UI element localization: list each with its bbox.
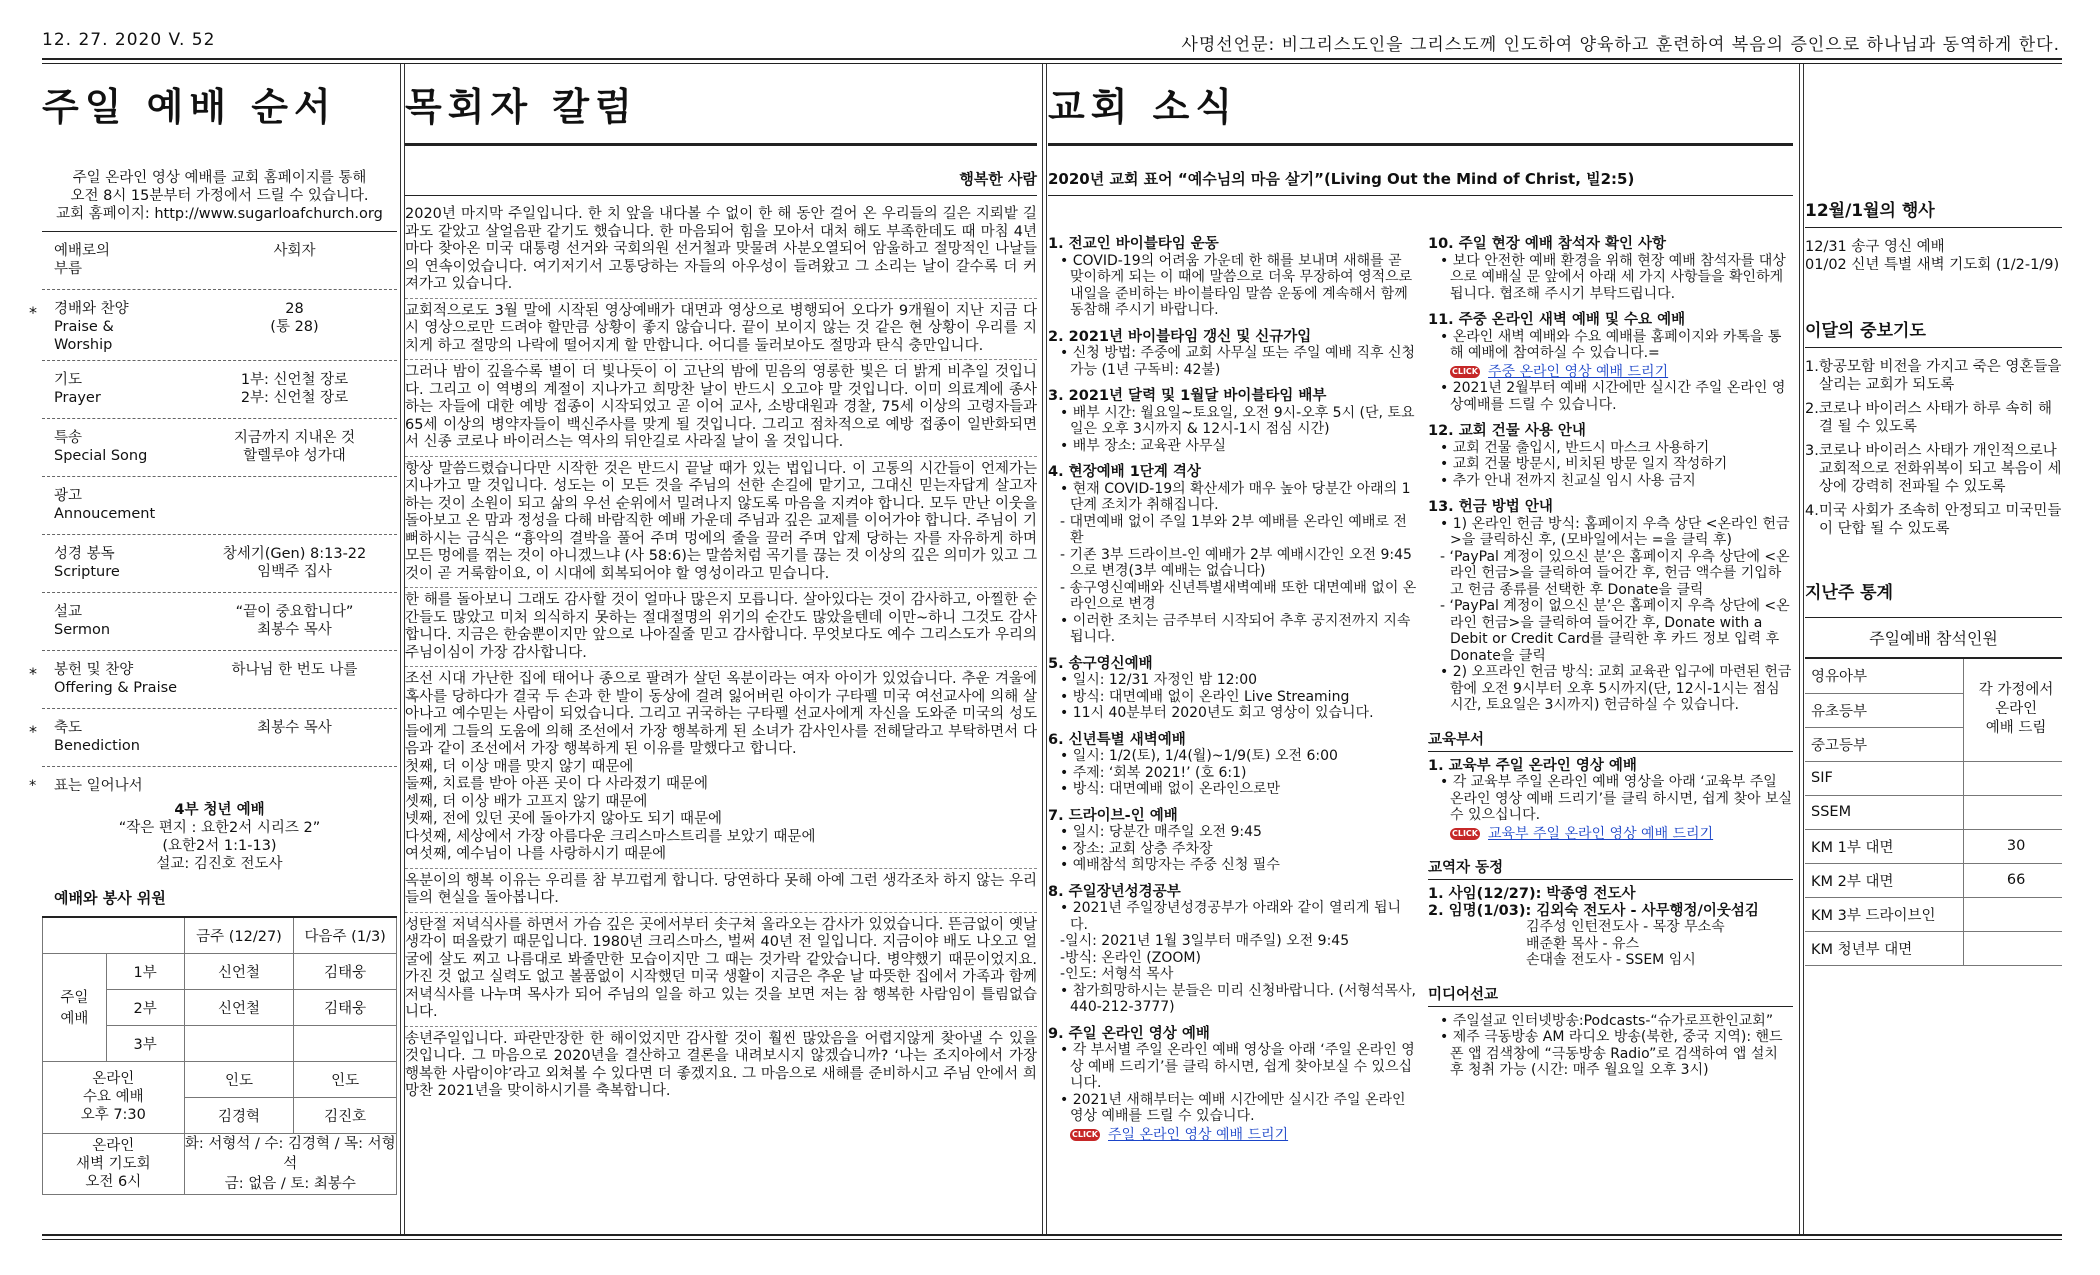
events-title: 12월/1월의 행사 — [1805, 196, 2062, 228]
worship-intro: 주일 온라인 영상 예배를 교회 홈페이지를 통해 오전 8시 15분부터 가정에서 드릴 수 있습니다. 교회 홈페이지: http://www.sugarloafchurch.org — [42, 131, 397, 232]
news-heading: 6. 신년특별 새벽예배 — [1048, 731, 1186, 748]
order-item — [42, 477, 397, 535]
order-value: 하나님 한 번도 나를 — [231, 662, 358, 678]
order-label: 예배로의 부름 — [54, 243, 111, 277]
video-link[interactable]: 주일 온라인 영상 예배 드리기 — [1108, 1126, 1289, 1143]
news-heading: 7. 드라이브-인 예배 — [1048, 807, 1178, 824]
column-divider — [400, 64, 401, 1234]
youth-service: 4부 청년 예배 “작은 편지 : 요한2서 시리즈 2” (요한2서 1:1-13) 설교: 김진호 전도사 — [118, 802, 321, 872]
stats-caption: 주일예배 참석인원 — [1805, 617, 2062, 659]
news-heading: 1. 전교인 바이블타임 운동 — [1048, 236, 1219, 252]
column-paragraph: 송년주일입니다. 파란만장한 한 해이었지만 감사할 것이 훨씬 많았음을 어렵지않게 찾아낼 수 있을 것입니다. 그 마음으로 2020년을 결산하고 결론을 내려보시지 않겠습니까? ‘나는 조지아에서 가장 행복한 사람이야’라고 외쳐볼 수 있다면 더 좋겠지요. 그 마음으로 새해를 준비하시고 주님 안에서 희망찬 2021년을 맞이하시기를 축복합니다. — [405, 1030, 1037, 1099]
news-title: 교회 소식 — [1048, 85, 1239, 129]
news-heading: 12. 교회 건물 사용 안내 — [1428, 423, 1586, 439]
column-divider — [1046, 64, 1047, 1234]
news-left-list — [1048, 236, 1418, 1153]
news-item: 9. 주일 온라인 영상 예배 • 각 부서별 주일 온라인 예배 영상을 아래 ‘주일 온라인 영상 예배 드리기’를 클릭 하시면, 쉽게 찾아보실 수 있으십니다. • 2021년 새해부터는 예배 시간에만 실시간 주일 온라인 영상 예배를 드릴 수 있습니다. CLICK 주일 온라인 영상 예배 드리기 — [1048, 1026, 1418, 1144]
order-item — [42, 535, 397, 593]
order-value: 창세기(Gen) 8:13-22 임백주 집사 — [222, 546, 367, 580]
video-link[interactable]: 주중 온라인 영상 예배 드리기 — [1488, 363, 1669, 380]
news-heading: 3. 2021년 달력 및 1월달 바이블타임 배부 — [1048, 388, 1327, 404]
order-item — [42, 593, 397, 651]
news-heading: 4. 현장예배 1단계 격상 — [1048, 464, 1201, 480]
column-title: 목회자 칼럼 — [405, 85, 638, 129]
news-item: 12. 교회 건물 사용 안내 • 교회 건물 출입시, 반드시 마스크 사용하기 • 교회 건물 방문시, 비치된 방문 일지 작성하기 • 추가 안내 전까지 친교실 임시 사용 금지 — [1428, 423, 1793, 489]
news-item: 1. 교육부 주일 온라인 영상 예배 • 각 교육부 주일 온라인 예배 영상을 아래 ‘교육부 주일 온라인 영상 예배 드리기’를 클릭 하시면, 쉽게 찾아 보실 수 있으십니다. CLICK 교육부 주일 온라인 영상 예배 드리기 — [1428, 757, 1793, 842]
stats-table: 영유아부 각 가정에서 온라인 예배 드림 유초등부 중고등부 SIF SSEM KM 1부 대면 30 KM 2부 대면 66 KM 3부 드라이브인 KM 청년부 대면 — [1805, 659, 2062, 966]
column-paragraph: 항상 말씀드렸습니다만 시작한 것은 반드시 끝날 때가 있는 법입니다. 이 고통의 시간들이 언제가는 지나가고 말 것입니다. 성도는 이 모든 것을 주님의 선한 손길에 맡기고, 그대신 믿는자답게 살고자 하는 것이 소원이 되고 삶의 우선 순위에서 밀려나지 않도록 마음을 지켜야 합니다. 모두 만난 이웃을 돌아보고 온 맘과 정성을 다해 바람직한 예배 가운데 주님과 깊은 교제를 이어가야 합니다. 주님이 기뻐하시는 금식은 “흉악의 결박을 풀어 주며 멍에의 줄을 끌러 주며 압제 당하는 자를 자유하게 하며 모든 멍에를 꺾는 것이 아니겠느냐 (사 58:6)는 말씀처럼 곡기를 끊는 것 이상의 깊은 의미가 있고 그것이 곧 거룩함이요, 이 시대에 회복되어야 할 영성이라고 믿습니다. — [405, 457, 1037, 589]
order-item — [29, 290, 397, 361]
column-paragraph: 한 해를 돌아보니 그래도 감사할 것이 얼마나 많은지 모릅니다. 살아있다는 것이 감사하고, 아찔한 순간들도 많았고 미처 의식하지 못하는 절대절명의 위기의 순간도 많았을텐데 이만~하니 그것도 감사합니다. 지금은 한숨뿐이지만 앞으로 나아질줄 믿고 감사합니다. 무엇보다도 예수 그리스도가 우리의 주님이심이 가장 감사합니다. — [405, 588, 1037, 667]
order-item — [42, 361, 397, 419]
mission-statement: 사명선언문: 비그리스도인을 그리스도께 인도하여 양육하고 훈련하여 복음의 증인으로 하나님과 동역하게 한다. — [1181, 35, 2060, 55]
column-divider — [1803, 64, 1804, 1234]
order-label: 봉헌 및 찬양 Offering & Praise — [54, 662, 178, 696]
order-value: 최봉수 목사 — [257, 720, 332, 736]
bottom-rule — [42, 1234, 2062, 1236]
news-item: 4. 현장예배 1단계 격상 • 현재 COVID-19의 확산세가 매우 높아 당분간 아래의 1단계 조치가 취해집니다. - 대면예배 없이 주일 1부와 2부 예배를 온라인 예배로 전환 - 기존 3부 드라이브-인 예배가 2부 예배시간인 오전 9:45으로 변경(3부 예배는 없습니다) - 송구영신예배와 신년특별새벽예배 또한 대면예배 없이 온라인으로 변경 • 이러한 조치는 금주부터 시작되어 추후 공지전까지 지속됩니다. — [1048, 464, 1417, 645]
click-icon: CLICK — [1451, 366, 1478, 376]
column-divider — [1799, 64, 1800, 1234]
order-item — [29, 709, 397, 767]
column-paragraph: 옥분이의 행복 이유는 우리를 참 부끄럽게 합니다. 당연하다 못해 아예 그런 생각조차 하지 않는 우리들의 현실을 돌아봅니다. — [405, 869, 1037, 913]
news-heading: 5. 송구영신예배 — [1048, 655, 1153, 672]
click-icon: CLICK — [1071, 1129, 1098, 1139]
prayer-list: 1.항공모함 비전을 가지고 죽은 영혼들을 살리는 교회가 되도록 2.코로나 바이러스 사태가 하루 속히 해결 될 수 있도록 3.코로나 바이러스 사태가 개인적으로나 교회적으로 전화위복이 되고 복음이 세상에 강력히 전파될 수 있도록 4.미국 사회가 조속히 안정되고 미국민들이 단합 될 수 있도록 — [1805, 359, 2062, 537]
news-item: 7. 드라이브-인 예배 • 일시: 당분간 매주일 오전 9:45 • 장소: 교회 상층 주차장 • 예배참석 희망자는 주중 신청 필수 — [1048, 808, 1418, 874]
order-list — [29, 232, 397, 767]
standing-star: * — [29, 664, 37, 683]
order-value: 1부: 신언철 장로 2부: 신언철 장로 — [240, 372, 349, 406]
news-item: 13. 헌금 방법 안내 • 1) 온라인 헌금 방식: 홈페이지 우측 상단 <온라인 헌금>을 클릭하신 후, (모바일에서는 =을 클릭 후) - ‘PayPal 계정이 있으신 분’은 홈페이지 우측 상단에 <온라인 헌금>을 클릭하여 들어간 후, 헌금 액수를 기입하고 헌금 종류를 선택한 후 Donate을 클릭 - ‘PayPal 계정이 없으신 분’은 홈페이지 우측 상단에 <온라인 헌금>을 클릭하여 들어간 후, Donate with a Debit or Credit Card를 클릭한 후 카드 정보 입력 후 Donate을 클릭 • 2) 오프라인 헌금 방식: 교회 교육관 입구에 마련된 헌금함에 오전 9시부터 오후 5시까지(단, 12시-1시는 점심시간, 토요일은 3시까지) 헌금하실 수 있습니다. — [1428, 499, 1792, 713]
bottom-rule-thin — [42, 1239, 2062, 1240]
news-item: 8. 주일장년성경공부 • 2021년 주일장년성경공부가 아래와 같이 열리게 됩니다. -일시: 2021년 1월 3일부터 매주일) 오전 9:45 -방식: 온라인 (ZOOM) -인도: 서형석 목사 • 참가희망하시는 분들은 미리 신청바랍니다. (서형석목사, 440-212-3777) — [1048, 884, 1418, 1016]
edu-section-title: 교육부서 — [1428, 728, 1793, 752]
edu-video-link[interactable]: 교육부 주일 온라인 영상 예배 드리기 — [1488, 825, 1714, 842]
worship-title: 주일 예배 순서 — [42, 85, 337, 129]
order-label: 광고 Annoucement — [54, 488, 156, 522]
news-heading: 10. 주일 현장 예배 참석자 확인 사항 — [1428, 236, 1667, 252]
column-paragraph: 그러나 밤이 깊을수록 별이 더 빛나듯이 이 고난의 밤에 믿음의 영롱한 빛은 더 밝게 비추일 것입니다. 그리고 이 역병의 계절이 지나가고 희망찬 날이 반드시 오고야 말 것입니다. 이미 의료계에 종사하는 자들에 대한 예방 접종이 시작되었고 곧 이어 교사, 소방대원과 경찰, 75세 이상의 고령자들과 65세 이상의 병약자들이 백신주사를 맞게 될 것입니다. 그리고 점차적으로 예방 접종이 일반화되면서 신종 코로나 바이러스는 역사의 뒤안길로 사라질 날이 올 것입니다. — [405, 360, 1037, 457]
column-paragraph: 교회적으로도 3월 말에 시작된 영상예배가 대면과 영상으로 병행되어 오다가 9개월이 지난 지금 다시 영상으로만 드려야 할만큼 상황이 좋지 않습니다. 끝이 보이지 않는 것 같은 현 상황이 우리를 지치게 하고 절망의 나락에 떨어지게 할 만합니다. 어디를 둘러보아도 절망과 탄식 충만입니다. — [405, 299, 1037, 361]
news-heading: 11. 주중 온라인 새벽 예배 및 수요 예배 — [1428, 312, 1686, 328]
order-value: 지금까지 지내온 것 할렐루야 성가대 — [233, 430, 356, 464]
staff-news: 1. 사임(12/27): 박종영 전도사 2. 임명(1/03): 김외숙 전도사 - 사무행정/이웃섬김 김주성 인턴전도사 - 목장 무소속 배준환 목사 - 유스 손대솔 전도사 - SSEM 임시 — [1428, 886, 1759, 968]
service-committee-title: 예배와 봉사 위원 — [54, 889, 166, 907]
events-list: 12/31 송구 영신 예배 01/02 신년 특별 새벽 기도회 (1/2-1/9) — [1805, 239, 2060, 273]
worship-order-column — [29, 64, 397, 1234]
click-icon: CLICK — [1451, 828, 1478, 838]
standing-star: * — [29, 722, 37, 741]
news-heading: 13. 헌금 방법 안내 — [1428, 499, 1553, 515]
news-item: 11. 주중 온라인 새벽 예배 및 수요 예배 • 온라인 새벽 예배와 수요 예배를 홈페이지와 카톡을 통해 예배에 참여하실 수 있습니다.= CLICK 주중 온라인 영상 예배 드리기 • 2021년 2월부터 예배 시간에만 실시간 주일 온라인 영상예배를 드릴 수 있습니다. — [1428, 312, 1793, 413]
issue-date: 12. 27. 2020 V. 52 — [42, 30, 216, 50]
service-table: 금주 (12/27) 다음주 (1/3) 주일 예배 1부 신언철 김태웅 2부 신언철 김태웅 3부 온라인 수요 예배 오후 7:30 인도 인도 김경혁 김진호 온라인 새벽 기도회 오전 6시 화: 서형석 / 수: 김경혁 / 목: 서형석 금: 없음 / 토: 최봉수 — [42, 916, 397, 1195]
order-value: “끝이 중요합니다” 최봉수 목사 — [235, 604, 354, 638]
top-bar — [42, 22, 2060, 62]
column-paragraph: 성탄절 저녁식사를 하면서 가슴 깊은 곳에서부터 솟구쳐 올라오는 감사가 있었습니다. 뜬금없이 옛날 생각이 떠올랐기 때문입니다. 1980년 크리스마스, 벌써 40년 전 일입니다. 지금이야 배도 나오고 얼굴에 살도 찌고 나름대로 봐줄만한 모습이지만 그 때는 것가락 같았습니다. 병약했기 때문이었지요. 가진 것 없고 실력도 없고 볼품없이 시작했던 미국 생활이 지금은 추운 날 따뜻한 집에서 가족과 함께 저녁식사를 나누며 목사가 되어 주님의 일을 하고 있는 것을 보면 저는 참 행복한 사람임이 틀림없습니다. — [405, 913, 1037, 1027]
news-item: 6. 신년특별 새벽예배 • 일시: 1/2(토), 1/4(월)~1/9(토) 오전 6:00 • 주제: ‘회복 2021!’ (호 6:1) • 방식: 대면예배 없이 온라인으로만 — [1048, 732, 1418, 798]
staff-section-title: 교역자 동정 — [1428, 856, 1793, 880]
news-item: 2. 2021년 바이블타임 갱신 및 신규가입 • 신청 방법: 주중에 교회 사무실 또는 주일 예배 직후 신청 가능 (1년 구독비: 42불) — [1048, 329, 1418, 379]
news-heading: 2. 2021년 바이블타임 갱신 및 신규가입 — [1048, 328, 1312, 345]
news-item: 5. 송구영신예배 • 일시: 12/31 자정인 밤 12:00 • 방식: 대면예배 없이 온라인 Live Streaming • 11시 40분부터 2020년도 회고 영상이 있습니다. — [1048, 656, 1418, 722]
news-item: 3. 2021년 달력 및 1월달 바이블타임 배부 • 배부 시간: 월요일~토요일, 오전 9시-오후 5시 (단, 토요일은 오후 3시까지 & 12시-1시 점심 시간) • 배부 장소: 교육관 사무실 — [1048, 388, 1418, 454]
column-body — [405, 202, 1037, 1105]
order-value: 28 (통 28) — [270, 301, 319, 335]
order-value: 사회자 — [273, 243, 316, 259]
column-paragraph: 2020년 마지막 주일입니다. 한 치 앞을 내다볼 수 없이 한 해 동안 걸어 온 우리들의 길은 지뢰밭 길 과도 같았고 살얼음판 같기도 했습니다. 한 마음되어 힘을 모아서 대처 해도 부족한데도 때 마침 4년마다 찾아온 미국 대통령 선거와 국회의원 선거철과 맞물려 사분오열되어 암울하고 절망적인 나날들의 연속이었습니다. 여기저기서 고통당하는 자들의 아우성이 들려왔고 그 소리는 날이 갈수록 더 커져가고 있습니다. — [405, 202, 1037, 299]
media-news: • 주일설교 인터넷방송:Podcasts-“슈가로프한인교회” • 제주 극동방송 AM 라디오 방송(북한, 중국 지역): 핸드폰 앱 검색창에 “극동방송 Radio”로 검색하여 앱 설치 후 청취 가능 (시간: 매주 월요일 오후 3시) — [1440, 1012, 1783, 1078]
order-label: 설교 Sermon — [54, 604, 111, 638]
side-column — [1805, 64, 2062, 1234]
order-label: 축도 Benediction — [54, 720, 140, 754]
prayer-title: 이달의 중보기도 — [1805, 316, 2062, 348]
column-subtitle: 행복한 사람 — [405, 168, 1037, 196]
column-divider — [1042, 64, 1043, 1234]
stats-title: 지난주 통계 — [1805, 583, 1894, 603]
top-rule — [42, 58, 2062, 60]
pastor-column — [405, 64, 1037, 1234]
news-item: 10. 주일 현장 예배 참석자 확인 사항 • 보다 안전한 예배 환경을 위해 현장 예배 참석자를 대상으로 예배실 문 앞에서 아래 세 가지 사항들을 확인하게 됩니다. 협조해 주시기 부탁드립니다. — [1428, 236, 1793, 302]
order-label: 성경 봉독 Scripture — [54, 546, 120, 580]
order-label: 경배와 찬양 Praise & Worship — [54, 301, 129, 353]
news-right-list — [1428, 236, 1793, 1089]
news-heading: 8. 주일장년성경공부 — [1048, 883, 1181, 900]
order-label: 기도 Prayer — [54, 372, 101, 406]
standing-note: * 표는 일어나서 — [29, 778, 143, 794]
column-paragraph: 조선 시대 가난한 집에 태어나 종으로 팔려가 살던 옥분이라는 여자 아이가 있었습니다. 추운 겨울에 혹사를 당하다가 결국 두 손과 한 발이 동상에 걸려 잃어버린 아이가 구타펠 미국 여선교사에 의해 살아나고 예수믿는 사람이 되었습니다. 그리고 귀국하는 구타펠 선교사에게 자신을 도와준 미국의 성도들에게 그들의 도움에 의해 조선에서 가장 행복하게 된 소녀가 감사인사를 전해달라고 부탁하면서 다음과 같이 조선에서 가장 행복하게 된 이유를 말했다고 합니다. 첫째, 더 이상 매를 맞지 않기 때문에 둘째, 치료를 받아 아픈 곳이 다 사라졌기 때문에 셋째, 더 이상 배가 고프지 않기 때문에 넷째, 전에 있던 곳에 돌아가지 않아도 되기 때문에 다섯째, 세상에서 가장 아름다운 크리스마스트리를 보았기 때문에 여섯째, 예수님이 나를 사랑하시기 때문에 — [405, 667, 1037, 869]
church-theme: 2020년 교회 표어 “예수님의 마음 살기”(Living Out the Mind of Christ, 빌2:5) — [1048, 168, 1793, 196]
order-item — [42, 232, 397, 290]
order-item — [42, 419, 397, 477]
standing-star: * — [29, 303, 37, 322]
news-item: 1. 전교인 바이블타임 운동 • COVID-19의 어려움 가운데 한 해를 보내며 새해를 곧 맞이하게 되는 이 때에 말씀으로 더욱 무장하여 영적으로 내일을 준비하는 바이블타임 말씀 운동에 계속해서 함께 동참해 주시기 바랍니다. — [1048, 236, 1418, 319]
church-news-column — [1048, 64, 1793, 1234]
media-section-title: 미디어선교 — [1428, 983, 1793, 1007]
news-heading: 9. 주일 온라인 영상 예배 — [1048, 1025, 1210, 1042]
order-label: 특송 Special Song — [54, 430, 148, 464]
order-item — [29, 651, 397, 709]
